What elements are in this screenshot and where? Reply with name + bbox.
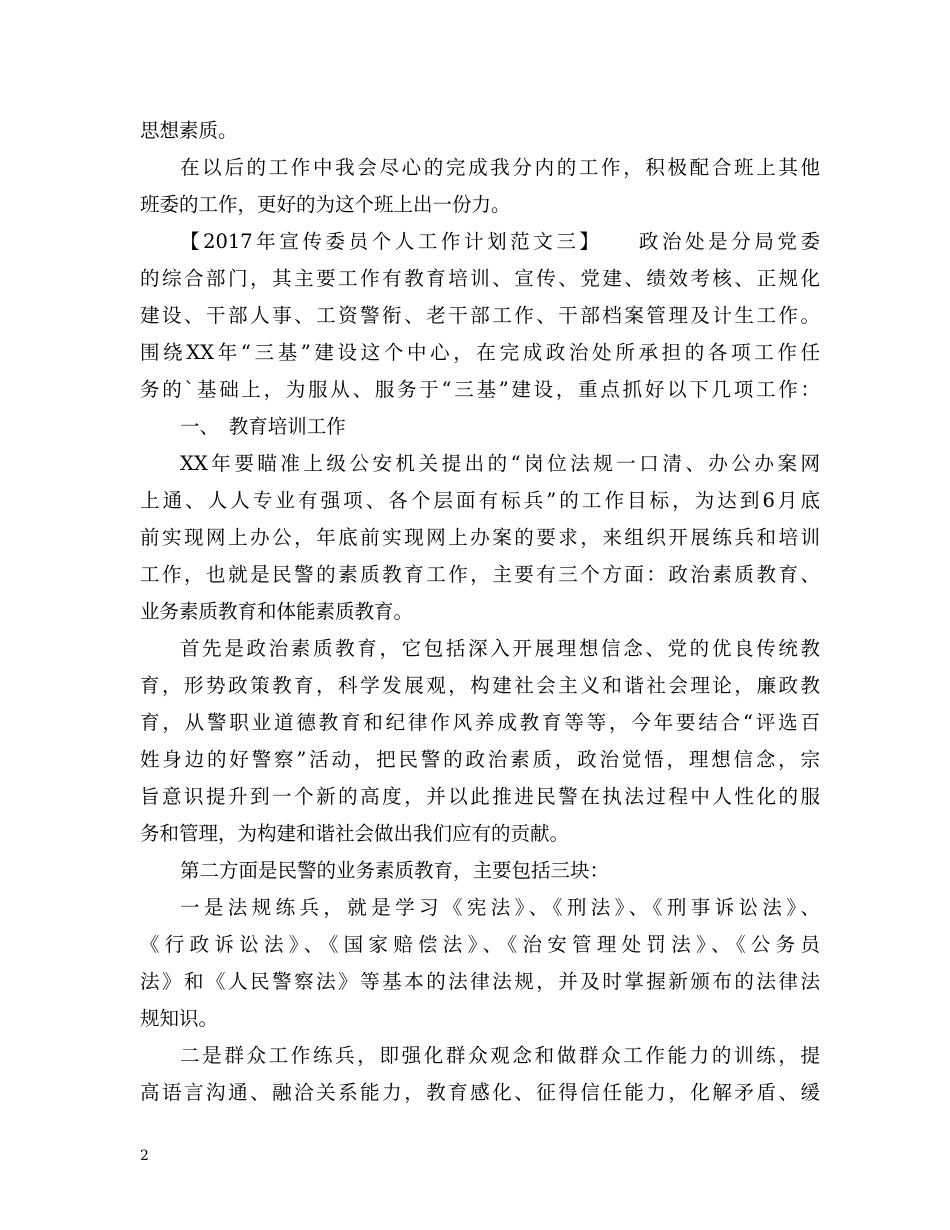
text-line: 规知识。 bbox=[140, 1007, 219, 1030]
text-line: 姓身边的好警察”活动，把民警的政治素质，政治觉悟，理想信念，宗 bbox=[140, 748, 820, 771]
text-line: 在以后的工作中我会尽心的完成我分内的工作，积极配合班上其他 bbox=[180, 156, 820, 179]
text-line: 的综合部门，其主要工作有教育培训、宣传、党建、绩效考核、正规化 bbox=[140, 267, 820, 290]
section-heading: 一、 教育培训工作 bbox=[180, 415, 346, 438]
text-line: 一是法规练兵，就是学习《宪法》、《刑法》、《刑事诉讼法》、 bbox=[180, 896, 820, 919]
text-line: 法》和《人民警察法》等基本的法律法规，并及时掌握新颁布的法律法 bbox=[140, 970, 820, 993]
text-line: 工作，也就是民警的素质教育工作，主要有三个方面：政治素质教育、 bbox=[140, 563, 820, 586]
text-line: 旨意识提升到一个新的高度，并以此推进民警在执法过程中人性化的服 bbox=[140, 785, 820, 808]
text-line: 育，从警职业道德教育和纪律作风养成教育等等，今年要结合“评选百 bbox=[140, 711, 820, 734]
page-number: 2 bbox=[140, 1148, 149, 1164]
text-line: 思想素质。 bbox=[140, 119, 238, 142]
text-line: 育，形势政策教育，科学发展观，构建社会主义和谐社会理论，廉政教 bbox=[140, 674, 820, 697]
text-line: 第二方面是民警的业务素质教育，主要包括三块： bbox=[180, 859, 610, 882]
text-line: 务的`基础上，为服从、服务于“三基”建设，重点抓好以下几项工作： bbox=[140, 378, 820, 401]
text-line: 【2017年宣传委员个人工作计划范文三】 政治处是分局党委 bbox=[180, 230, 820, 253]
text-line: XX年要瞄准上级公安机关提出的“岗位法规一口清、办公办案网 bbox=[180, 452, 820, 475]
text-line: 高语言沟通、融洽关系能力，教育感化、征得信任能力，化解矛盾、缓 bbox=[140, 1081, 820, 1104]
text-line: 前实现网上办公，年底前实现网上办案的要求，来组织开展练兵和培训 bbox=[140, 526, 820, 549]
text-line: 首先是政治素质教育，它包括深入开展理想信念、党的优良传统教 bbox=[180, 637, 820, 660]
text-line: 围绕XX年“三基”建设这个中心，在完成政治处所承担的各项工作任 bbox=[140, 341, 820, 364]
text-line: 班委的工作，更好的为这个班上出一份力。 bbox=[140, 193, 511, 216]
text-line: 业务素质教育和体能素质教育。 bbox=[140, 600, 414, 623]
text-line: 《行政诉讼法》、《国家赔偿法》、《治安管理处罚法》、《公务员 bbox=[140, 933, 820, 956]
text-line: 上通、人人专业有强项、各个层面有标兵”的工作目标，为达到6月底 bbox=[140, 489, 820, 512]
text-line: 建设、干部人事、工资警衔、老干部工作、干部档案管理及计生工作。 bbox=[140, 304, 820, 327]
text-line: 务和管理，为构建和谐社会做出我们应有的贡献。 bbox=[140, 822, 570, 845]
text-line: 二是群众工作练兵，即强化群众观念和做群众工作能力的训练，提 bbox=[180, 1044, 820, 1067]
